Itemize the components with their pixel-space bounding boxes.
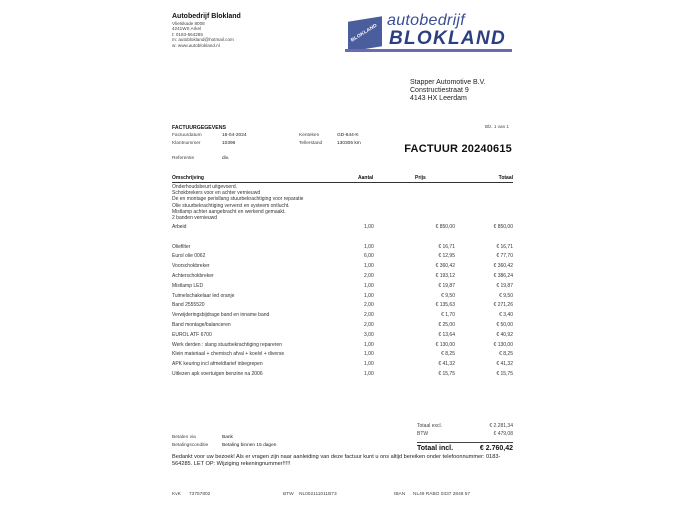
table-row — [172, 302, 513, 312]
iban-value: NL49 RABO 0337 2848 57 — [413, 492, 471, 497]
recipient-line: Stapper Automotive B.V. — [410, 79, 486, 86]
table-row — [172, 283, 513, 293]
item-quantity: 1,00 — [364, 292, 374, 299]
table-row — [172, 244, 513, 254]
btw-footer-label: BTW — [283, 492, 294, 497]
item-total: € 8,25 — [499, 351, 513, 358]
item-price: € 1,70 — [441, 312, 455, 319]
table-row — [172, 293, 513, 303]
item-price: € 15,75 — [438, 370, 455, 377]
table-row — [172, 342, 513, 352]
item-quantity: 2,00 — [364, 302, 374, 309]
sender-block — [172, 13, 241, 48]
invoice-title: FACTUUR 20240615 — [404, 143, 512, 155]
recipient-address — [410, 79, 486, 103]
item-total: € 850,00 — [493, 224, 513, 230]
table-row — [172, 234, 513, 244]
description-line: De en montage perisllang stuurbekrachtiging voor reparatie — [172, 196, 304, 203]
payment-info — [172, 434, 332, 449]
table-row — [172, 371, 513, 381]
totals-block — [417, 423, 513, 452]
license-plate: GD-644-K — [337, 133, 359, 138]
table-row — [172, 361, 513, 371]
table-row — [172, 312, 513, 322]
payment-label: Betalingsconditie — [172, 442, 209, 448]
sender-website: w: www.autoblokland.nl — [172, 42, 220, 48]
item-price: € 850,00 — [435, 224, 455, 230]
payment-row — [172, 442, 332, 450]
totals-row — [417, 423, 513, 431]
page-number: Blz. 1 van 1 — [484, 124, 509, 129]
recipient-line: Constructiestraat 9 — [410, 87, 469, 94]
iban-label: IBAN — [394, 492, 406, 497]
kvk-value: 73757802 — [189, 492, 211, 497]
item-description: Mistlamp LED — [172, 282, 204, 289]
kvk-label: KvK — [172, 492, 181, 497]
item-quantity: 6,00 — [364, 253, 374, 260]
item-description: Band montage/balanceren — [172, 321, 231, 328]
item-total: € 16,71 — [496, 243, 513, 250]
total-excl-value: € 2.281,34 — [489, 423, 513, 429]
header-total: Totaal — [498, 175, 513, 181]
customer-number: 10396 — [222, 141, 236, 146]
meta-label: Referentie — [172, 156, 195, 161]
item-description: Eurol olie 0062 — [172, 253, 206, 260]
description-line: Onderhoudsbeurt uitgevoerd. — [172, 184, 238, 190]
item-quantity: 1,00 — [364, 263, 374, 270]
total-incl-label: Totaal incl. — [417, 445, 454, 452]
item-description: Arbeid — [172, 224, 187, 230]
table-row — [172, 263, 513, 273]
item-description: Klein materiaal + chemisch afval + koelvl + diverse — [172, 351, 285, 358]
reference-row — [172, 155, 282, 163]
item-quantity: 3,00 — [364, 331, 374, 338]
logo-word-autobedrijf: autobedrijf — [387, 12, 466, 29]
btw-value: € 479,08 — [493, 430, 513, 437]
item-quantity: 1,00 — [364, 370, 374, 377]
line-items — [172, 224, 513, 381]
totals-row — [417, 431, 513, 439]
sender-email: m: autoblokland@hotmail.com — [172, 37, 234, 43]
item-quantity: 1,00 — [364, 341, 374, 348]
item-total: € 271,26 — [493, 302, 513, 309]
item-price: € 130,00 — [435, 341, 455, 348]
logo-word-blokland: BLOKLAND — [389, 28, 506, 49]
description-line: Schokbrekers voor en achter vernieuwd — [172, 190, 261, 197]
item-total: € 360,42 — [493, 263, 513, 270]
item-total: € 41,32 — [496, 361, 513, 368]
item-price: € 12,95 — [438, 253, 455, 260]
meta-label: Factuurdatum — [172, 133, 202, 138]
item-description: EUROL ATF 6700 — [172, 331, 212, 338]
invoice-date: 16-04-2024 — [222, 133, 247, 138]
description-line: Olie stuurbekrachtiging ververst en systeem ontlucht. — [172, 202, 290, 209]
description-line: 2 banden vernieuwd — [172, 215, 218, 222]
sender-phone: t: 0183-564285 — [172, 31, 203, 37]
total-excl-label: Totaal excl. — [417, 423, 443, 429]
total-incl-value: € 2.760,42 — [479, 445, 513, 452]
item-quantity: 2,00 — [364, 321, 374, 328]
payment-condition: Betaling binnen 15 dagen — [222, 442, 277, 448]
odometer: 130305 km — [337, 141, 361, 146]
item-description: Achterschokbreker — [172, 272, 214, 279]
item-quantity: 1,00 — [364, 282, 374, 289]
item-description: Werk derden : slang stuurbekrachtiging repareren — [172, 341, 282, 348]
meta-label: Klantnummer — [172, 141, 201, 146]
item-description: APK keuring incl afmeldtarief inbegrepen — [172, 361, 263, 368]
item-price: € 135,63 — [435, 302, 455, 309]
item-quantity: 1,00 — [364, 224, 374, 230]
table-row — [172, 224, 513, 234]
header-description: Omschrijving — [172, 175, 204, 181]
item-description: Verwijderingsbijdrage band en inname band — [172, 312, 270, 319]
btw-label: BTW — [417, 430, 429, 437]
table-row — [172, 351, 513, 361]
item-total: € 130,00 — [493, 341, 513, 348]
item-total: € 40,92 — [496, 331, 513, 338]
btw-number: NL002111011B73 — [299, 492, 337, 497]
item-total: € 50,00 — [496, 321, 513, 328]
item-price: € 193,12 — [435, 272, 455, 279]
header-quantity: Aantal — [358, 175, 374, 181]
table-row — [172, 273, 513, 283]
meta-row — [299, 140, 399, 148]
thank-you-note: Bedankt voor uw bezoek! Als er vragen zijn naar aanleiding van deze factuur kunt u ons altijd bereiken onder telefoonnummer: 0183-564285. LET OP: Wijziging rekeningnummer!!!!! — [172, 454, 501, 467]
sender-address-line: 4241WS Arkel — [172, 26, 202, 32]
item-total: € 3,40 — [499, 312, 513, 319]
item-total: € 77,70 — [496, 253, 513, 260]
item-total: € 15,75 — [496, 370, 513, 377]
payment-row — [172, 434, 332, 442]
table-header — [172, 175, 513, 183]
description-line: Mistlamp achter aangebracht en werkend gemaakt. — [172, 208, 286, 215]
item-description: Oliefilter — [172, 243, 191, 250]
reference-value: div. — [222, 156, 230, 161]
item-quantity: 1,00 — [364, 243, 374, 250]
table-row — [172, 332, 513, 342]
work-description — [172, 184, 303, 221]
meta-row — [172, 132, 282, 140]
item-price: € 8,25 — [441, 351, 455, 358]
item-price: € 360,42 — [435, 263, 455, 270]
recipient-line: 4143 HX Leerdam — [410, 95, 467, 102]
sender-name: Autobedrijf Blokland — [172, 13, 241, 20]
item-price: € 19,87 — [438, 282, 455, 289]
item-price: € 25,00 — [438, 321, 455, 328]
grand-total-row — [417, 442, 513, 452]
company-logo — [345, 11, 512, 53]
sender-address-line: Vlietskade 8008 — [172, 21, 205, 26]
item-price: € 41,32 — [438, 361, 455, 368]
meta-row — [172, 140, 282, 148]
item-price: € 16,71 — [438, 243, 455, 250]
item-description: Band 2555520 — [172, 302, 205, 309]
logo-badge: BLOKLAND — [348, 16, 382, 51]
invoice-meta-right — [299, 132, 399, 148]
invoice-meta-left — [172, 132, 282, 148]
logo-underline — [345, 49, 512, 52]
item-quantity: 2,00 — [364, 272, 374, 279]
meta-label: Tellerstand — [299, 141, 323, 146]
item-quantity: 2,00 — [364, 312, 374, 319]
payment-label: Betalen via — [172, 435, 196, 440]
header-price: Prijs — [415, 175, 426, 181]
item-price: € 9,50 — [441, 292, 455, 299]
item-description: Uitlezen apk voertuigen benzine na 2006 — [172, 370, 263, 377]
item-total: € 9,50 — [499, 292, 513, 299]
meta-row — [299, 132, 399, 140]
item-description: Voorschokbreker — [172, 263, 210, 270]
table-row — [172, 253, 513, 263]
section-title: FACTUURGEGEVENS — [172, 125, 226, 131]
item-total: € 19,87 — [496, 282, 513, 289]
item-quantity: 1,00 — [364, 361, 374, 368]
item-price: € 13,64 — [438, 331, 455, 338]
payment-method: Bank — [222, 435, 233, 440]
table-row — [172, 322, 513, 332]
item-quantity: 1,00 — [364, 351, 374, 358]
item-description: Tuimelschakelaar led oranje — [172, 292, 235, 299]
meta-label: Kenteken — [299, 133, 320, 138]
item-total: € 386,24 — [493, 272, 513, 279]
